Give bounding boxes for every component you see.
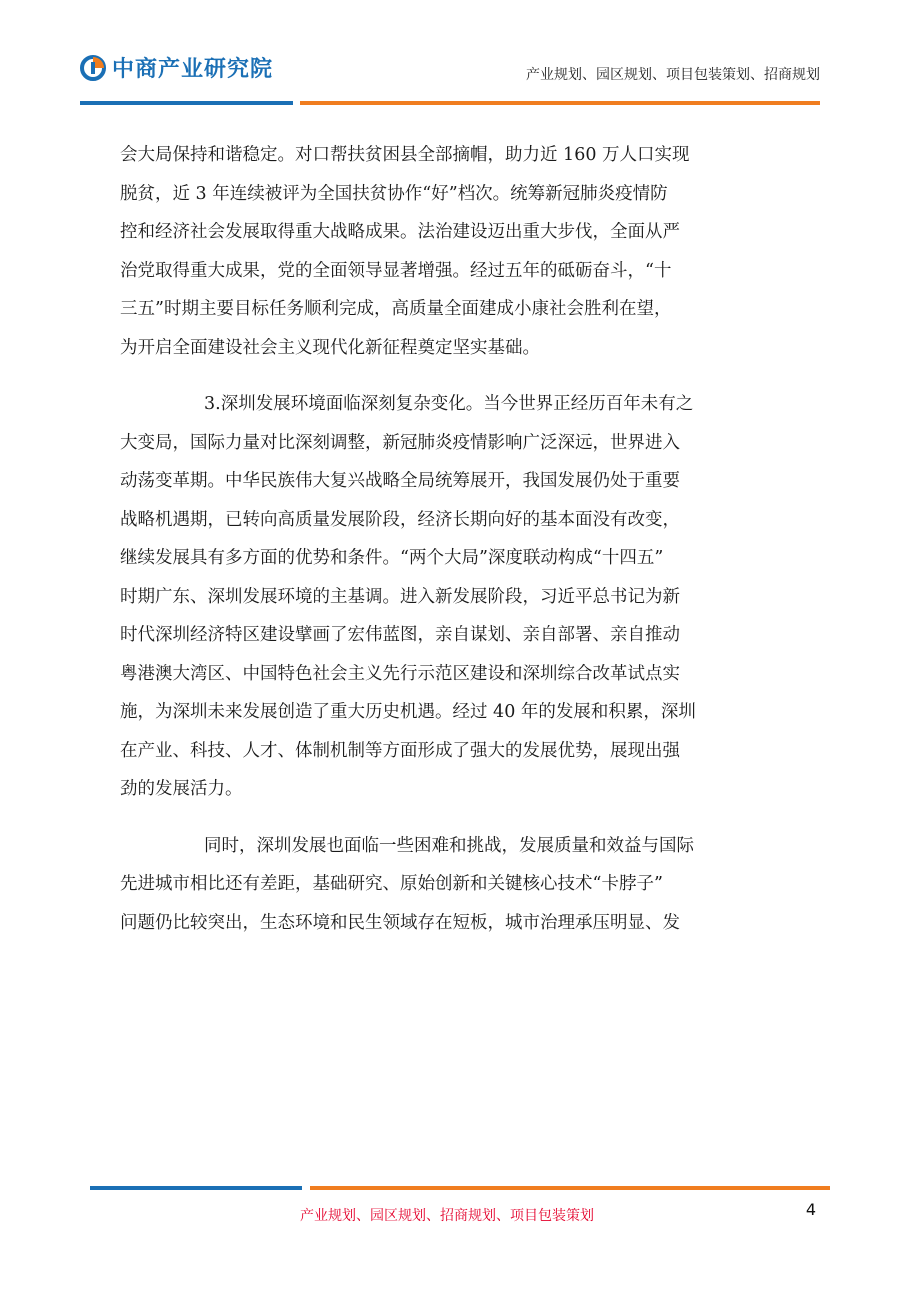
text-line: 时代深圳经济特区建设擘画了宏伟蓝图，亲自谋划、亲自部署、亲自推动 [120, 625, 680, 645]
footer-rule-orange [310, 1186, 830, 1190]
footer-tagline: 产业规划、园区规划、招商规划、项目包装策划 [300, 1208, 594, 1224]
logo-icon [80, 55, 106, 81]
page-header [0, 0, 920, 110]
text-line: 控和经济社会发展取得重大战略成果。法治建设迈出重大步伐，全面从严 [120, 222, 680, 242]
header-rule-orange [300, 101, 820, 105]
header-rule-blue [80, 101, 293, 105]
company-logo [80, 52, 273, 83]
text-line: 施，为深圳未来发展创造了重大历史机遇。经过 40 年的发展和积累，深圳 [120, 702, 696, 722]
text-line: 问题仍比较突出，生态环境和民生领域存在短板，城市治理承压明显、发 [120, 912, 680, 933]
paragraph-2 [120, 385, 814, 809]
text-line: 继续发展具有多方面的优势和条件。“两个大局”深度联动构成“十四五” [120, 548, 664, 568]
paragraph-1 [120, 136, 814, 367]
text-line: 会大局保持和谐稳定。对口帮扶贫困县全部摘帽，助力近 160 万人口实现 [120, 145, 690, 165]
text-line: 大变局，国际力量对比深刻调整，新冠肺炎疫情影响广泛深远，世界进入 [120, 432, 680, 453]
header-tagline: 产业规划、园区规划、项目包装策划、招商规划 [526, 67, 820, 83]
text-line: 3.深圳发展环境面临深刻复杂变化。当今世界正经历百年未有之 [204, 394, 694, 414]
footer-rule-blue [90, 1186, 302, 1190]
text-line: 动荡变革期。中华民族伟大复兴战略全局统筹展开，我国发展仍处于重要 [120, 471, 680, 491]
text-line: 脱贫，近 3 年连续被评为全国扶贫协作“好”档次。统筹新冠肺炎疫情防 [120, 183, 668, 204]
text-line: 治党取得重大成果，党的全面领导显著增强。经过五年的砥砺奋斗，“十 [120, 260, 672, 281]
text-line: 粤港澳大湾区、中国特色社会主义先行示范区建设和深圳综合改革试点实 [120, 663, 680, 684]
paragraph-3 [120, 827, 814, 943]
text-line: 在产业、科技、人才、体制机制等方面形成了强大的发展优势，展现出强 [120, 740, 680, 761]
text-line: 时期广东、深圳发展环境的主基调。进入新发展阶段，习近平总书记为新 [120, 586, 680, 607]
page-number: 4 [805, 1200, 816, 1219]
text-line: 为开启全面建设社会主义现代化新征程奠定坚实基础。 [120, 337, 540, 358]
text-line: 先进城市相比还有差距，基础研究、原始创新和关键核心技术“卡脖子” [120, 874, 663, 894]
text-line: 劲的发展活力。 [120, 779, 243, 799]
document-body [120, 136, 814, 960]
text-line: 战略机遇期，已转向高质量发展阶段，经济长期向好的基本面没有改变， [120, 509, 680, 530]
text-line: 同时，深圳发展也面临一些困难和挑战，发展质量和效益与国际 [204, 835, 694, 856]
logo-text: 中商产业研究院 [112, 57, 274, 82]
text-line: 三五”时期主要目标任务顺利完成，高质量全面建成小康社会胜利在望， [120, 299, 672, 319]
